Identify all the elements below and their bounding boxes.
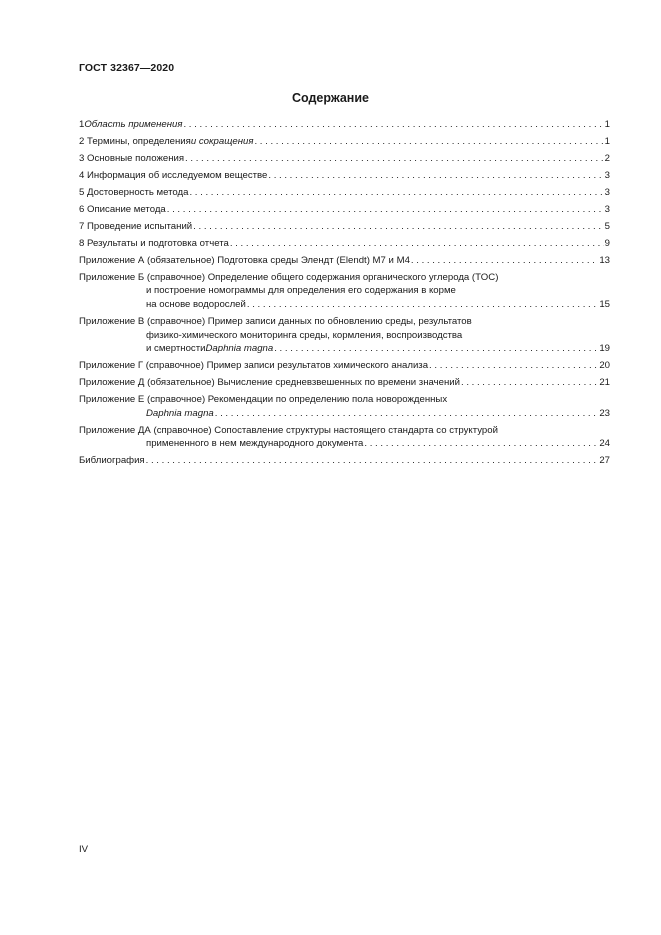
toc-page-number: 2 [604,152,610,164]
toc-entry-label: 6 Описание метода [79,203,166,215]
toc-page-number: 21 [599,377,610,389]
toc-entry-label: Библиография [79,455,145,467]
toc-entry-label-line1: Приложение ДА (справочное) Сопоставление структуры настоящего стандарта со структурой [79,424,498,436]
toc-page-number: 27 [599,455,610,467]
toc-entry-label-line1: Приложение Е (справочное) Рекомендации по определению пола новорожденных [79,394,448,406]
toc-entry-label: 8 Результаты и подготовка отчета [79,237,229,249]
toc-entry-appendix-b[interactable] [79,271,610,312]
toc-page-number: 9 [604,237,610,249]
toc-entry-label-line1: Приложение Б (справочное) Определение общего содержания органического углерода (TOC) [79,271,499,283]
toc-entry-label: Приложение Д (обязательное) Вычисление средневзвешенных по времени значений [79,377,460,389]
toc-entry-label: 2 Термины, определения [79,135,191,147]
toc-entry-1[interactable] [79,118,610,132]
toc-page-number: 19 [599,343,610,355]
toc-entry-label: 3 Основные положения [79,152,185,164]
dot-leader [461,376,598,390]
toc-entry-label-line2: физико-химического мониторинга среды, кормления, воспроизводства [146,329,463,341]
toc-entry-label: Приложение Г (справочное) Пример записи результатов химического анализа [79,360,429,372]
dot-leader [183,118,603,132]
dot-leader [268,169,603,183]
toc-entry-label-line1: Приложение В (справочное) Пример записи данных по обновлению среды, результатов [79,316,472,328]
dot-leader [189,186,603,200]
toc-entry-label-italic: Daphnia magna [205,343,274,355]
table-of-contents [79,118,610,471]
toc-page-number: 15 [599,299,610,311]
toc-entry-label-line2: примененного в нем международного документа [146,438,364,450]
toc-entry-appendix-d[interactable] [79,376,610,390]
toc-entry-label: Приложение А (обязательное) Подготовка среды Элендт (Elendt) М7 и М4 [79,254,410,266]
dot-leader [274,342,598,356]
toc-page-number: 1 [604,135,610,147]
dot-leader [411,254,598,268]
toc-entry-label-italic: и сокращения [190,135,254,147]
toc-entry-label-line3: на основе водорослей [146,299,246,311]
toc-page-number: 3 [604,186,610,198]
toc-entry-label: 5 Достоверность метода [79,186,189,198]
toc-entry-appendix-e[interactable] [79,393,610,420]
toc-page-number: 23 [599,407,610,419]
toc-entry-2[interactable] [79,135,610,149]
toc-entry-appendix-g[interactable] [79,359,610,373]
toc-entry-4[interactable] [79,169,610,183]
toc-entry-appendix-v[interactable] [79,315,610,356]
toc-entry-label-line2: и построение номограммы для определения его содержания в корме [146,285,456,297]
toc-entry-label: 7 Проведение испытаний [79,220,193,232]
toc-title: Содержание [291,91,369,105]
toc-entry-8[interactable] [79,237,610,251]
toc-entry-appendix-a[interactable] [79,254,610,268]
page-number: IV [79,844,89,855]
toc-entry-label: 4 Информация об исследуемом веществе [79,169,268,181]
dot-leader [146,454,599,468]
dot-leader [185,152,604,166]
toc-page-number: 13 [599,254,610,266]
toc-entry-7[interactable] [79,220,610,234]
dot-leader [193,220,603,234]
toc-entry-number: 1 [79,119,85,130]
toc-entry-label-line3: и смертности [146,343,206,355]
dot-leader [167,203,604,217]
toc-page-number: 20 [599,360,610,372]
toc-entry-appendix-da[interactable] [79,424,610,451]
dot-leader [215,407,599,421]
toc-entry-6[interactable] [79,203,610,217]
toc-entry-3[interactable] [79,152,610,166]
dot-leader [254,135,603,149]
dot-leader [364,437,598,451]
dot-leader [429,359,598,373]
dot-leader [230,237,604,251]
toc-page-number: 1 [604,119,610,130]
toc-entry-label-italic: Daphnia magna [146,407,214,419]
toc-page-number: 24 [599,438,610,450]
toc-entry-label: Область применения [84,119,183,130]
toc-entry-bibliography[interactable] [79,454,610,468]
document-id: ГОСТ 32367—2020 [79,62,175,74]
toc-page-number: 3 [604,169,610,181]
toc-page-number: 3 [604,203,610,215]
toc-entry-5[interactable] [79,186,610,200]
dot-leader [247,298,598,312]
toc-page-number: 5 [604,220,610,232]
